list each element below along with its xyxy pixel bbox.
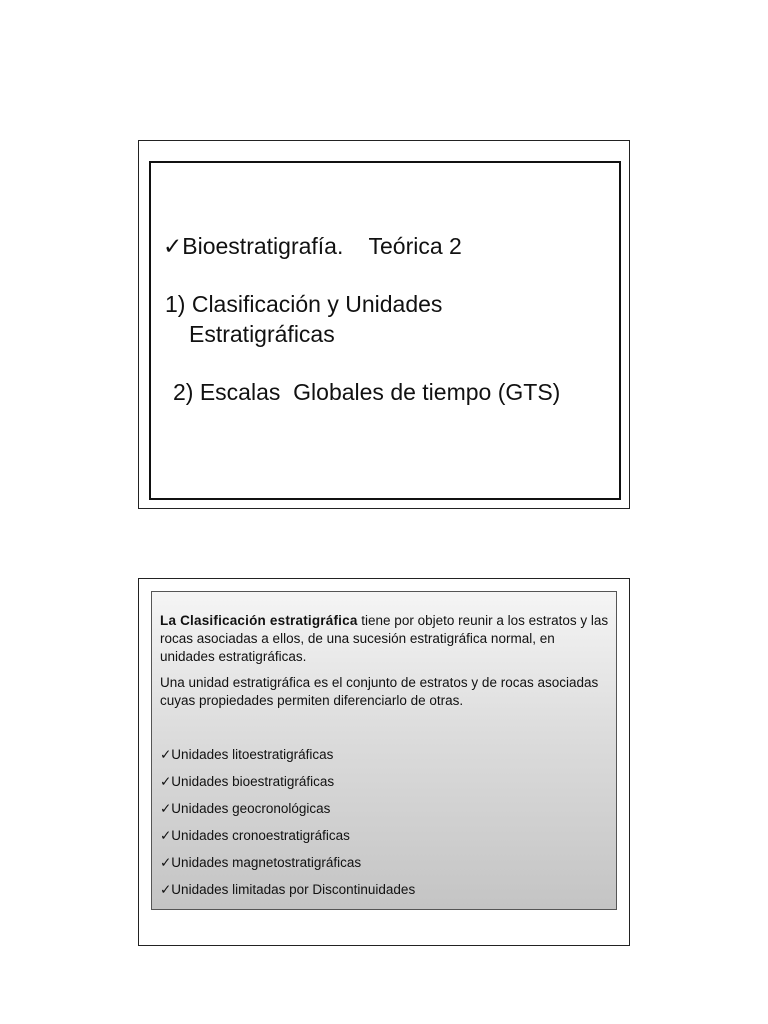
- slide-2: [138, 578, 630, 946]
- topic-2: 2) Escalas Globales de tiempo (GTS): [173, 379, 561, 405]
- intro-text: tiene por objeto reunir a los estratos y las rocas asociadas a ellos, de una sucesión estratigráfica normal, en unidades estratigráficas.: [160, 613, 609, 664]
- topic-1-line-1: 1) Clasificación y Unidades: [165, 291, 443, 317]
- slide-1: [138, 140, 630, 509]
- list-item: ✓Unidades magnetostratigráficas: [160, 855, 362, 870]
- slide-2-content-box: [151, 591, 617, 910]
- topic-1-line-2: Estratigráficas: [189, 321, 335, 347]
- list-item: ✓Unidades limitadas por Discontinuidades: [160, 882, 416, 897]
- list-item: ✓Unidades bioestratigráficas: [160, 774, 335, 789]
- definition-paragraph: Una unidad estratigráfica es el conjunto de estratos y de rocas asociadas cuyas propiedades permiten diferenciarlo de otras.: [160, 675, 599, 708]
- slide-1-frame: [149, 161, 621, 500]
- slide-title: ✓Bioestratigrafía. Teórica 2: [163, 233, 462, 259]
- list-item: ✓Unidades geocronológicas: [160, 801, 331, 816]
- intro-bold-term: La Clasificación estratigráfica: [160, 613, 358, 628]
- list-item: ✓Unidades cronoestratigráficas: [160, 828, 350, 843]
- intro-paragraph: [160, 612, 610, 666]
- topic-1: [165, 289, 442, 349]
- list-item: ✓Unidades litoestratigráficas: [160, 747, 334, 762]
- units-list: [160, 746, 415, 908]
